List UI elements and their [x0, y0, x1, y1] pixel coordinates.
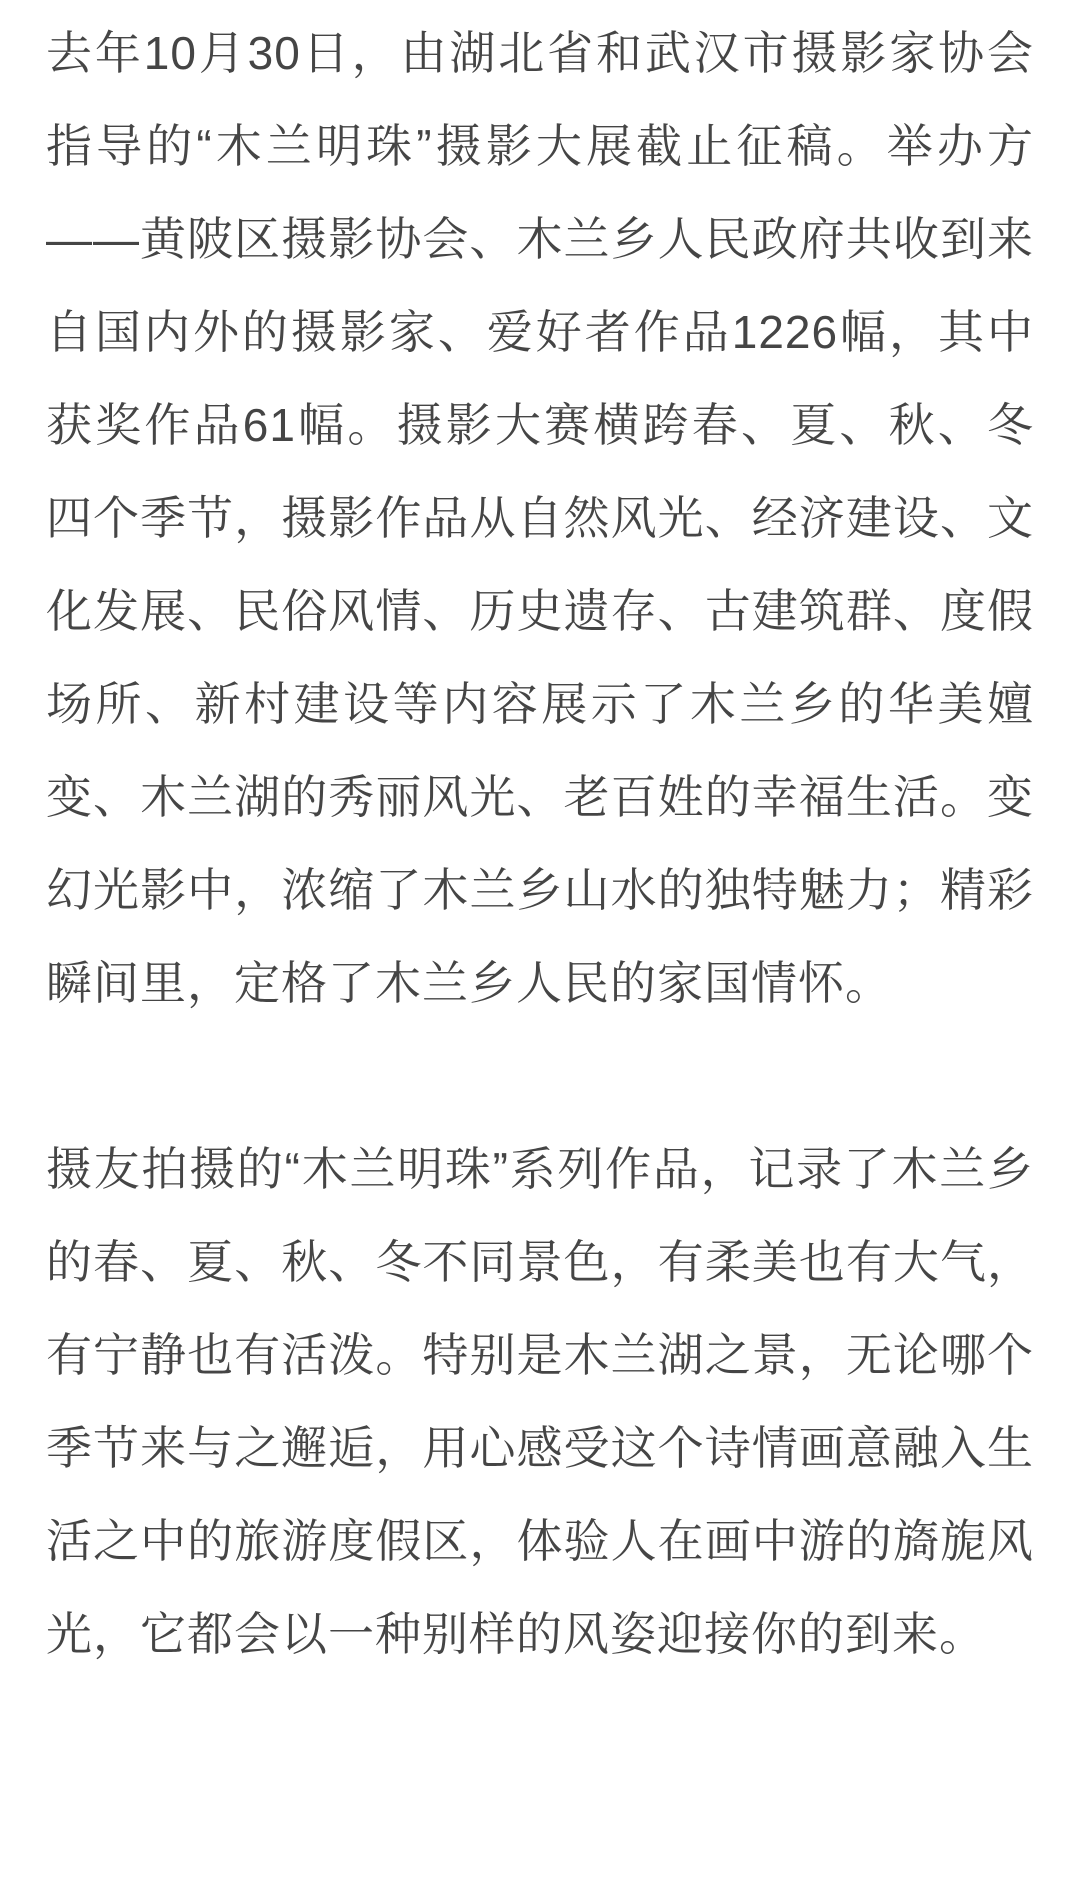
article-paragraph: 摄友拍摄的“木兰明珠”系列作品，记录了木兰乡的春、夏、秋、冬不同景色，有柔美也有大气，有宁静也有活泼。特别是木兰湖之景，无论哪个季节来与之邂逅，用心感受这个诗情画意融入生活之中的旅游度假区，体验人在画中游的旖旎风光，它都会以一种别样的风姿迎接你的到来。 [46, 1143, 1034, 1660]
article-paragraph: 去年10月30日，由湖北省和武汉市摄影家协会指导的“木兰明珠”摄影大展截止征稿。举办方——黄陂区摄影协会、木兰乡人民政府共收到来自国内外的摄影家、爱好者作品1226幅，其中获奖作品61幅。摄影大赛横跨春、夏、秋、冬四个季节，摄影作品从自然风光、经济建设、文化发展、民俗风情、历史遗存、古建筑群、度假场所、新村建设等内容展示了木兰乡的华美嬗变、木兰湖的秀丽风光、老百姓的幸福生活。变幻光影中，浓缩了木兰乡山水的独特魅力；精彩瞬间里，定格了木兰乡人民的家国情怀。 [46, 27, 1034, 1009]
